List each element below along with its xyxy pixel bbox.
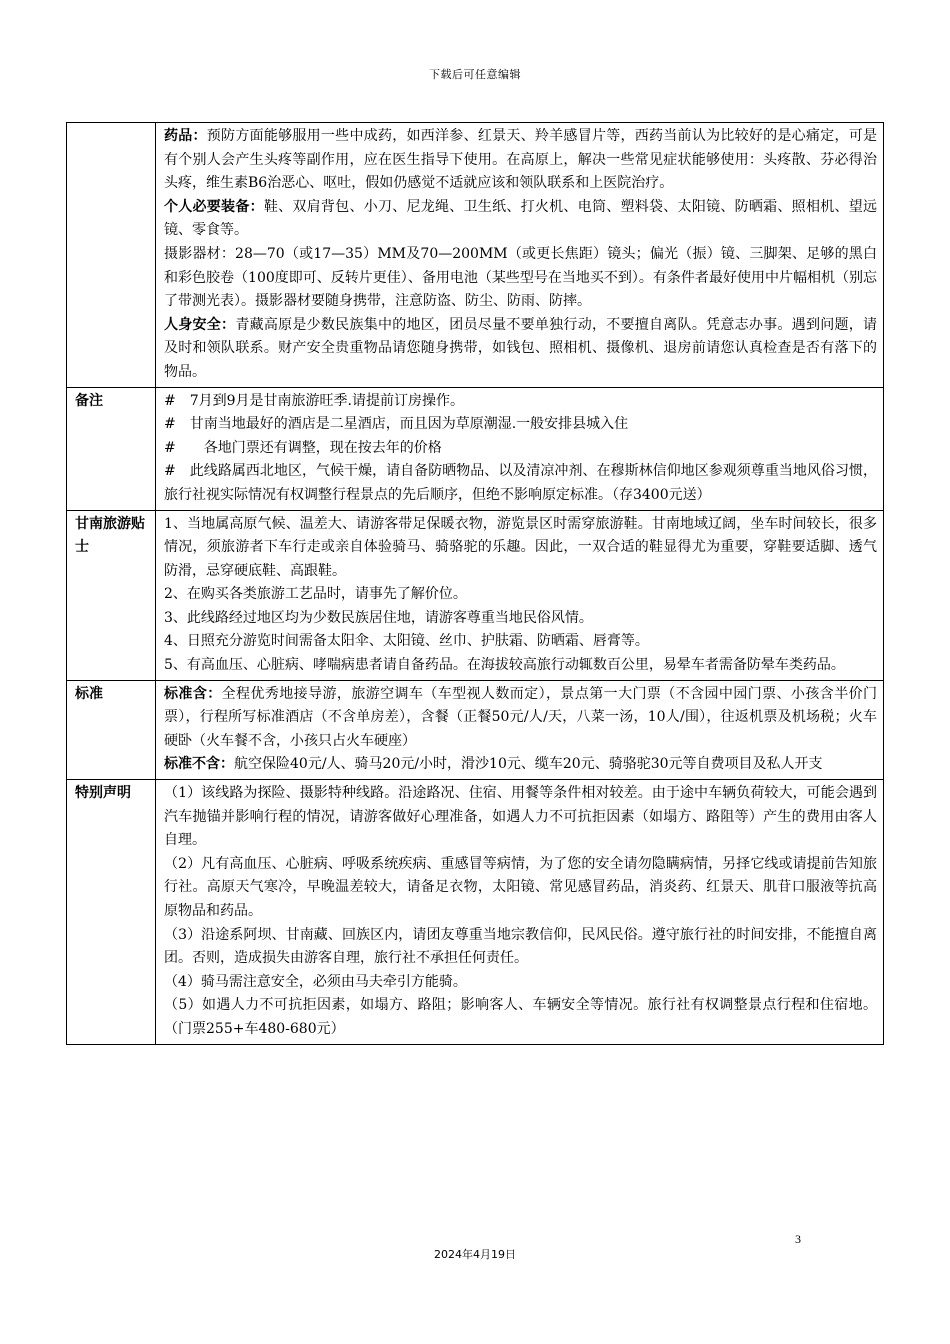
paragraph-text: （4）骑马需注意安全，必须由马夫牵引方能骑。 [164,973,467,990]
paragraph [164,460,877,507]
paragraph-text: 4、日照充分游览时间需备太阳伞、太阳镜、丝巾、护肤霜、防晒霜、唇膏等。 [164,633,649,650]
paragraph [164,125,877,196]
footer-date: 2024年4月19日 [434,1248,516,1261]
paragraph [164,753,877,777]
paragraph-text: # 甘南当地最好的酒店是二星酒店，而且因为草原潮湿.一般安排县城入住 [164,416,629,433]
paragraph-text: 航空保险40元/人、骑马20元/小时，滑沙10元、缆车20元、骑骆驼30元等自费项目及私人开支 [234,756,823,773]
row-label: 特别声明 [67,780,156,1045]
table-row [67,387,884,510]
table-row [67,123,884,388]
row-label: 甘南旅游贴士 [67,510,156,680]
paragraph [164,413,877,437]
paragraph [164,994,877,1041]
paragraph [164,924,877,971]
paragraph-heading: 人身安全： [164,316,236,333]
paragraph [164,583,877,607]
paragraph [164,513,877,584]
paragraph-text: （2）凡有高血压、心脏病、呼吸系统疾病、重感冒等病情，为了您的安全请勿隐瞒病情，另择它线或请提前告知旅行社。高原天气寒冷，早晚温差较大，请备足衣物，太阳镜、常见感冒药品，消炎药、红景天、肌苷口服液等抗高原物品和药品。 [164,855,877,919]
paragraph [164,390,877,414]
paragraph-text: 青藏高原是少数民族集中的地区，团员尽量不要单独行动，不要擅自离队。凭意志办事。遇到问题，请及时和领队联系。财产安全贵重物品请您随身携带，如钱包、照相机、摄像机、退房前请您认真检查是否有落下的物品。 [164,316,877,380]
table-row [67,780,884,1045]
row-content [156,123,884,388]
paragraph [164,683,877,754]
row-label [67,123,156,388]
page-number: 3 [795,1232,801,1246]
table-row [67,680,884,779]
paragraph [164,314,877,385]
paragraph-text: （1）该线路为探险、摄影特种线路。沿途路况、住宿、用餐等条件相对较差。由于途中车辆负荷较大，可能会遇到汽车抛锚并影响行程的情况，请游客做好心理准备，如遇人力不可抗拒因素（如塌方、路阻等）产生的费用由客人自理。 [164,785,877,849]
paragraph [164,243,877,314]
paragraph [164,654,877,678]
paragraph-text: # 7月到9月是甘南旅游旺季.请提前订房操作。 [164,392,464,409]
paragraph-text: 摄影器材：28—70（或17—35）MM及70—200MM（或更长焦距）镜头；偏光（振）镜、三脚架、足够的黑白和彩色胶卷（100度即可、反转片更佳）、备用电池（某些型号在当地买不到）。有条件者最好使用中片幅相机（别忘了带测光表）。摄影器材要随身携带，注意防盗、防尘、防雨、防摔。 [164,245,877,310]
paragraph-text: 5、有高血压、心脏病、哮喘病患者请自备药品。在海拔较高旅行动辄数百公里，易晕车者需备防晕车类药品。 [164,657,845,674]
table-row [67,510,884,680]
row-label: 标准 [67,680,156,779]
paragraph [164,437,877,461]
row-content [156,680,884,779]
paragraph-heading: 标准含： [164,685,222,702]
paragraph [164,196,877,243]
paragraph-heading: 个人必要装备： [164,198,264,215]
paragraph-heading: 药品： [164,128,207,144]
paragraph [164,853,877,924]
paragraph-text: 鞋、双肩背包、小刀、尼龙绳、卫生纸、打火机、电筒、塑料袋、太阳镜、防晒霜、照相机、望远镜、零食等。 [164,198,877,239]
page-header: 下载后可任意编辑 [429,68,521,81]
row-content [156,387,884,510]
paragraph [164,782,877,853]
paragraph-text: 2、在购买各类旅游工艺品时，请事先了解价位。 [164,586,467,603]
paragraph-text: （5）如遇人力不可抗拒因素，如塌方、路阻；影响客人、车辆安全等情况。旅行社有权调整景点行程和住宿地。（门票255+车480-680元） [164,997,877,1037]
itinerary-table [66,122,884,1045]
paragraph [164,630,877,654]
row-content [156,510,884,680]
paragraph-text: 全程优秀地接导游，旅游空调车（车型视人数而定），景点第一大门票（不含园中园门票、小孩含半价门票），行程所写标准酒店（不含单房差），含餐（正餐50元/人/天，八菜一汤，10人/围），往返机票及机场税；火车硬卧（火车餐不含，小孩只占火车硬座） [164,685,878,749]
paragraph-text: 3、此线路经过地区均为少数民族居住地，请游客尊重当地民俗风情。 [164,609,593,626]
paragraph-text: # 各地门票还有调整，现在按去年的价格 [164,439,442,456]
paragraph [164,971,877,995]
paragraph-text: 1、当地属高原气候、温差大、请游客带足保暖衣物，游览景区时需穿旅游鞋。甘南地域辽阔，坐车时间较长，很多情况，须旅游者下车行走或亲自体验骑马、骑骆驼的乐趣。因此，一双合适的鞋显得尤为重要，穿鞋要适脚、透气防滑，忌穿硬底鞋、高跟鞋。 [164,515,877,579]
paragraph-text: # 此线路属西北地区，气候干燥，请自备防晒物品、以及清凉冲剂、在穆斯林信仰地区参观须尊重当地风俗习惯，旅行社视实际情况有权调整行程景点的先后顺序，但绝不影响原定标准。（存3400元送） [164,463,877,503]
paragraph-text: （3）沿途系阿坝、甘南藏、回族区内，请团友尊重当地宗教信仰，民风民俗。遵守旅行社的时间安排，不能擅自离团。否则，造成损失由游客自理，旅行社不承担任何责任。 [164,926,877,967]
row-content [156,780,884,1045]
paragraph-text: 预防方面能够服用一些中成药，如西洋参、红景天、羚羊感冒片等，西药当前认为比较好的是心痛定，可是有个别人会产生头疼等副作用，应在医生指导下使用。在高原上，解决一些常见症状能够使用：头疼散、芬必得治头疼，维生素B6治恶心、呕吐，假如仍感觉不适就应该和领队联系和上医院治疗。 [164,128,877,192]
row-label: 备注 [67,387,156,510]
paragraph-heading: 标准不含： [164,756,234,773]
paragraph [164,607,877,631]
